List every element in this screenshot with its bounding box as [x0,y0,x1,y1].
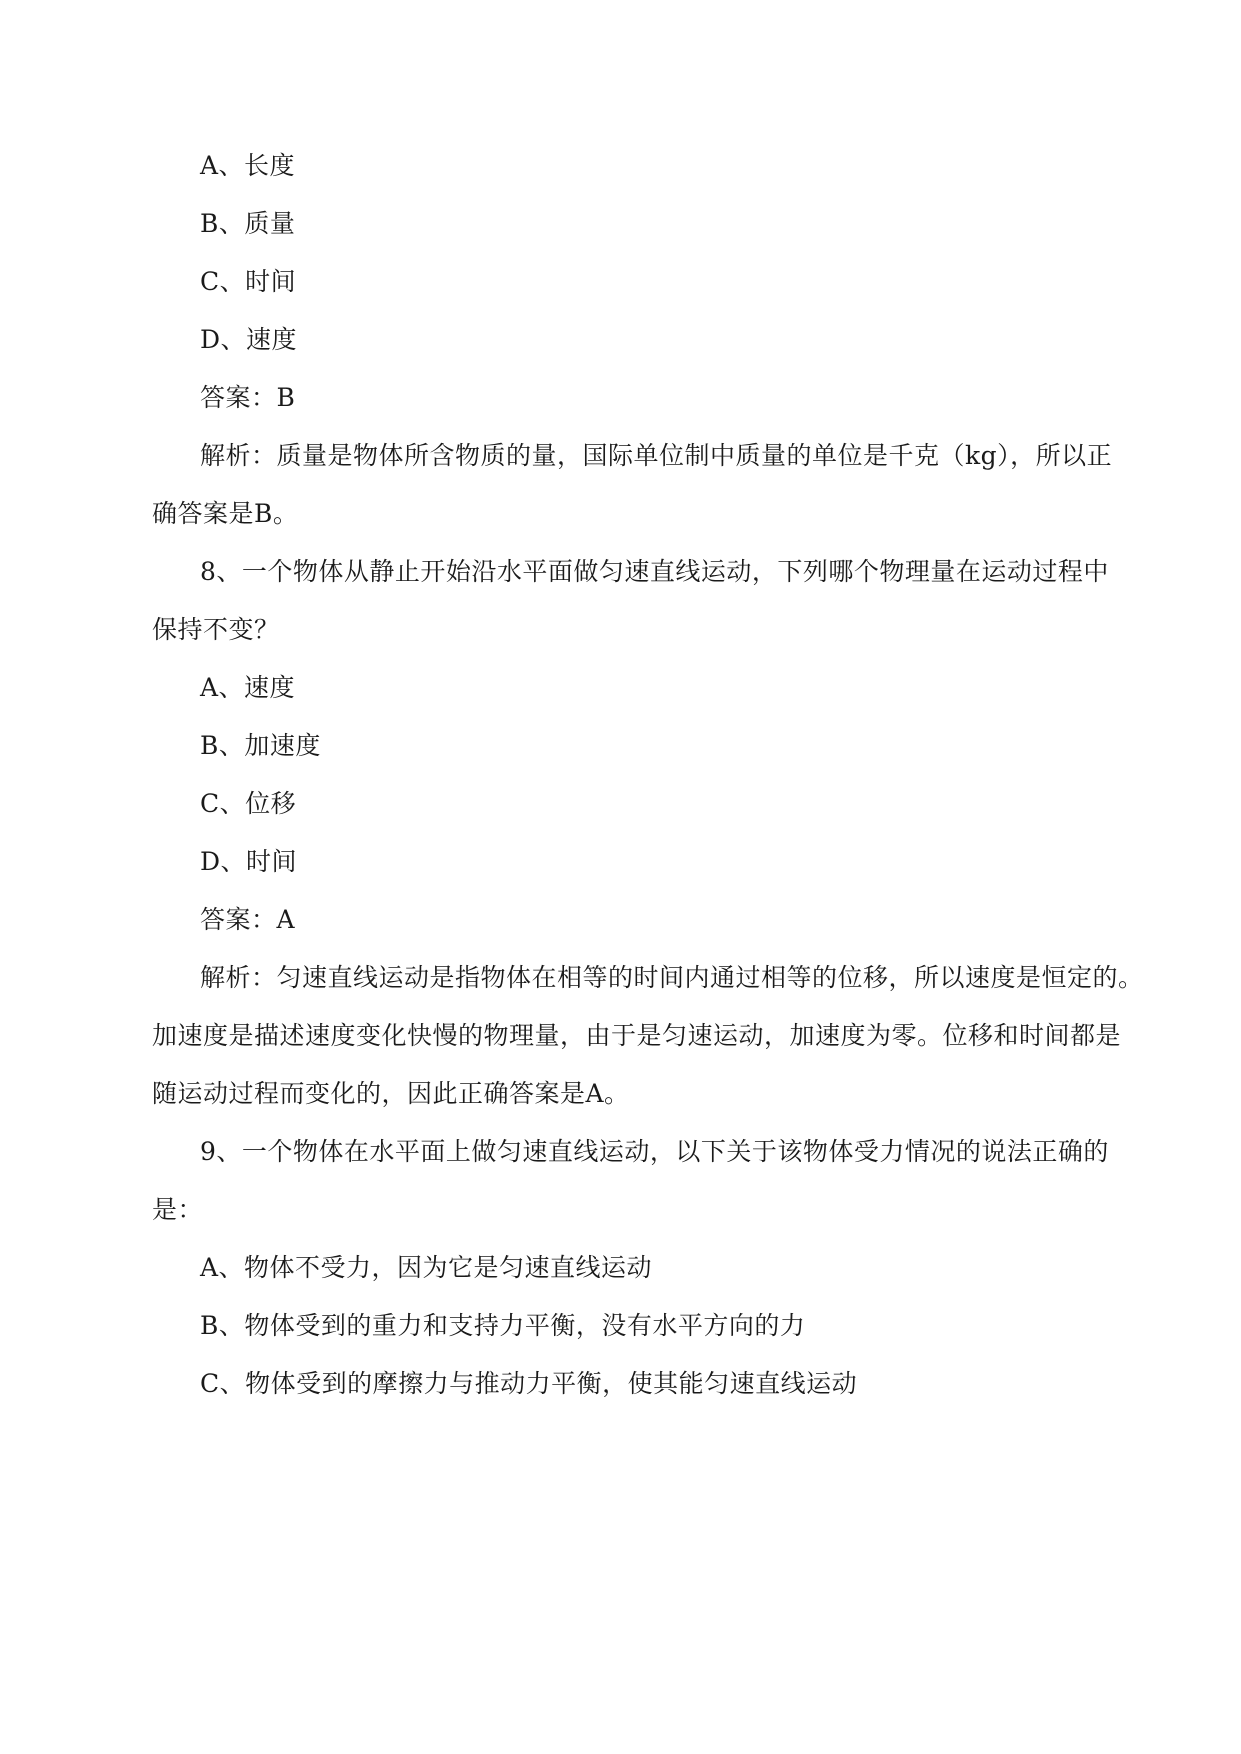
q8-explanation-line-3: 随运动过程而变化的，因此正确答案是A。 [152,1079,630,1108]
q8-option-d: D、时间 [200,847,298,876]
q8-question-line-2: 保持不变？ [152,615,280,644]
q8-explanation-line-1: 解析：匀速直线运动是指物体在相等的时间内通过相等的位移，所以速度是恒定的。 [200,963,1144,992]
q9-option-a: A、物体不受力，因为它是匀速直线运动 [200,1253,653,1282]
q7-explanation-line-1: 解析：质量是物体所含物质的量，国际单位制中质量的单位是千克（kg），所以正 [200,441,1113,470]
q7-option-a: A、长度 [200,151,296,180]
q9-question-line-2: 是： [152,1195,204,1224]
q7-explanation-line-2: 确答案是B。 [152,499,299,528]
q9-option-b: B、物体受到的重力和支持力平衡，没有水平方向的力 [200,1311,806,1340]
q8-explanation-line-2: 加速度是描述速度变化快慢的物理量，由于是匀速运动，加速度为零。位移和时间都是 [152,1021,1122,1050]
q7-option-d: D、速度 [200,325,298,354]
q7-answer: 答案：B [200,383,296,412]
q9-question-line-1: 9、一个物体在水平面上做匀速直线运动，以下关于该物体受力情况的说法正确的 [200,1137,1109,1166]
q7-option-c: C、时间 [200,267,297,296]
q8-question-line-1: 8、一个物体从静止开始沿水平面做匀速直线运动，下列哪个物理量在运动过程中 [200,557,1109,586]
q8-option-a: A、速度 [200,673,296,702]
q8-option-b: B、加速度 [200,731,321,760]
q8-answer: 答案：A [200,905,296,934]
q7-option-b: B、质量 [200,209,296,238]
q9-option-c: C、物体受到的摩擦力与推动力平衡，使其能匀速直线运动 [200,1369,858,1398]
q8-option-c: C、位移 [200,789,297,818]
